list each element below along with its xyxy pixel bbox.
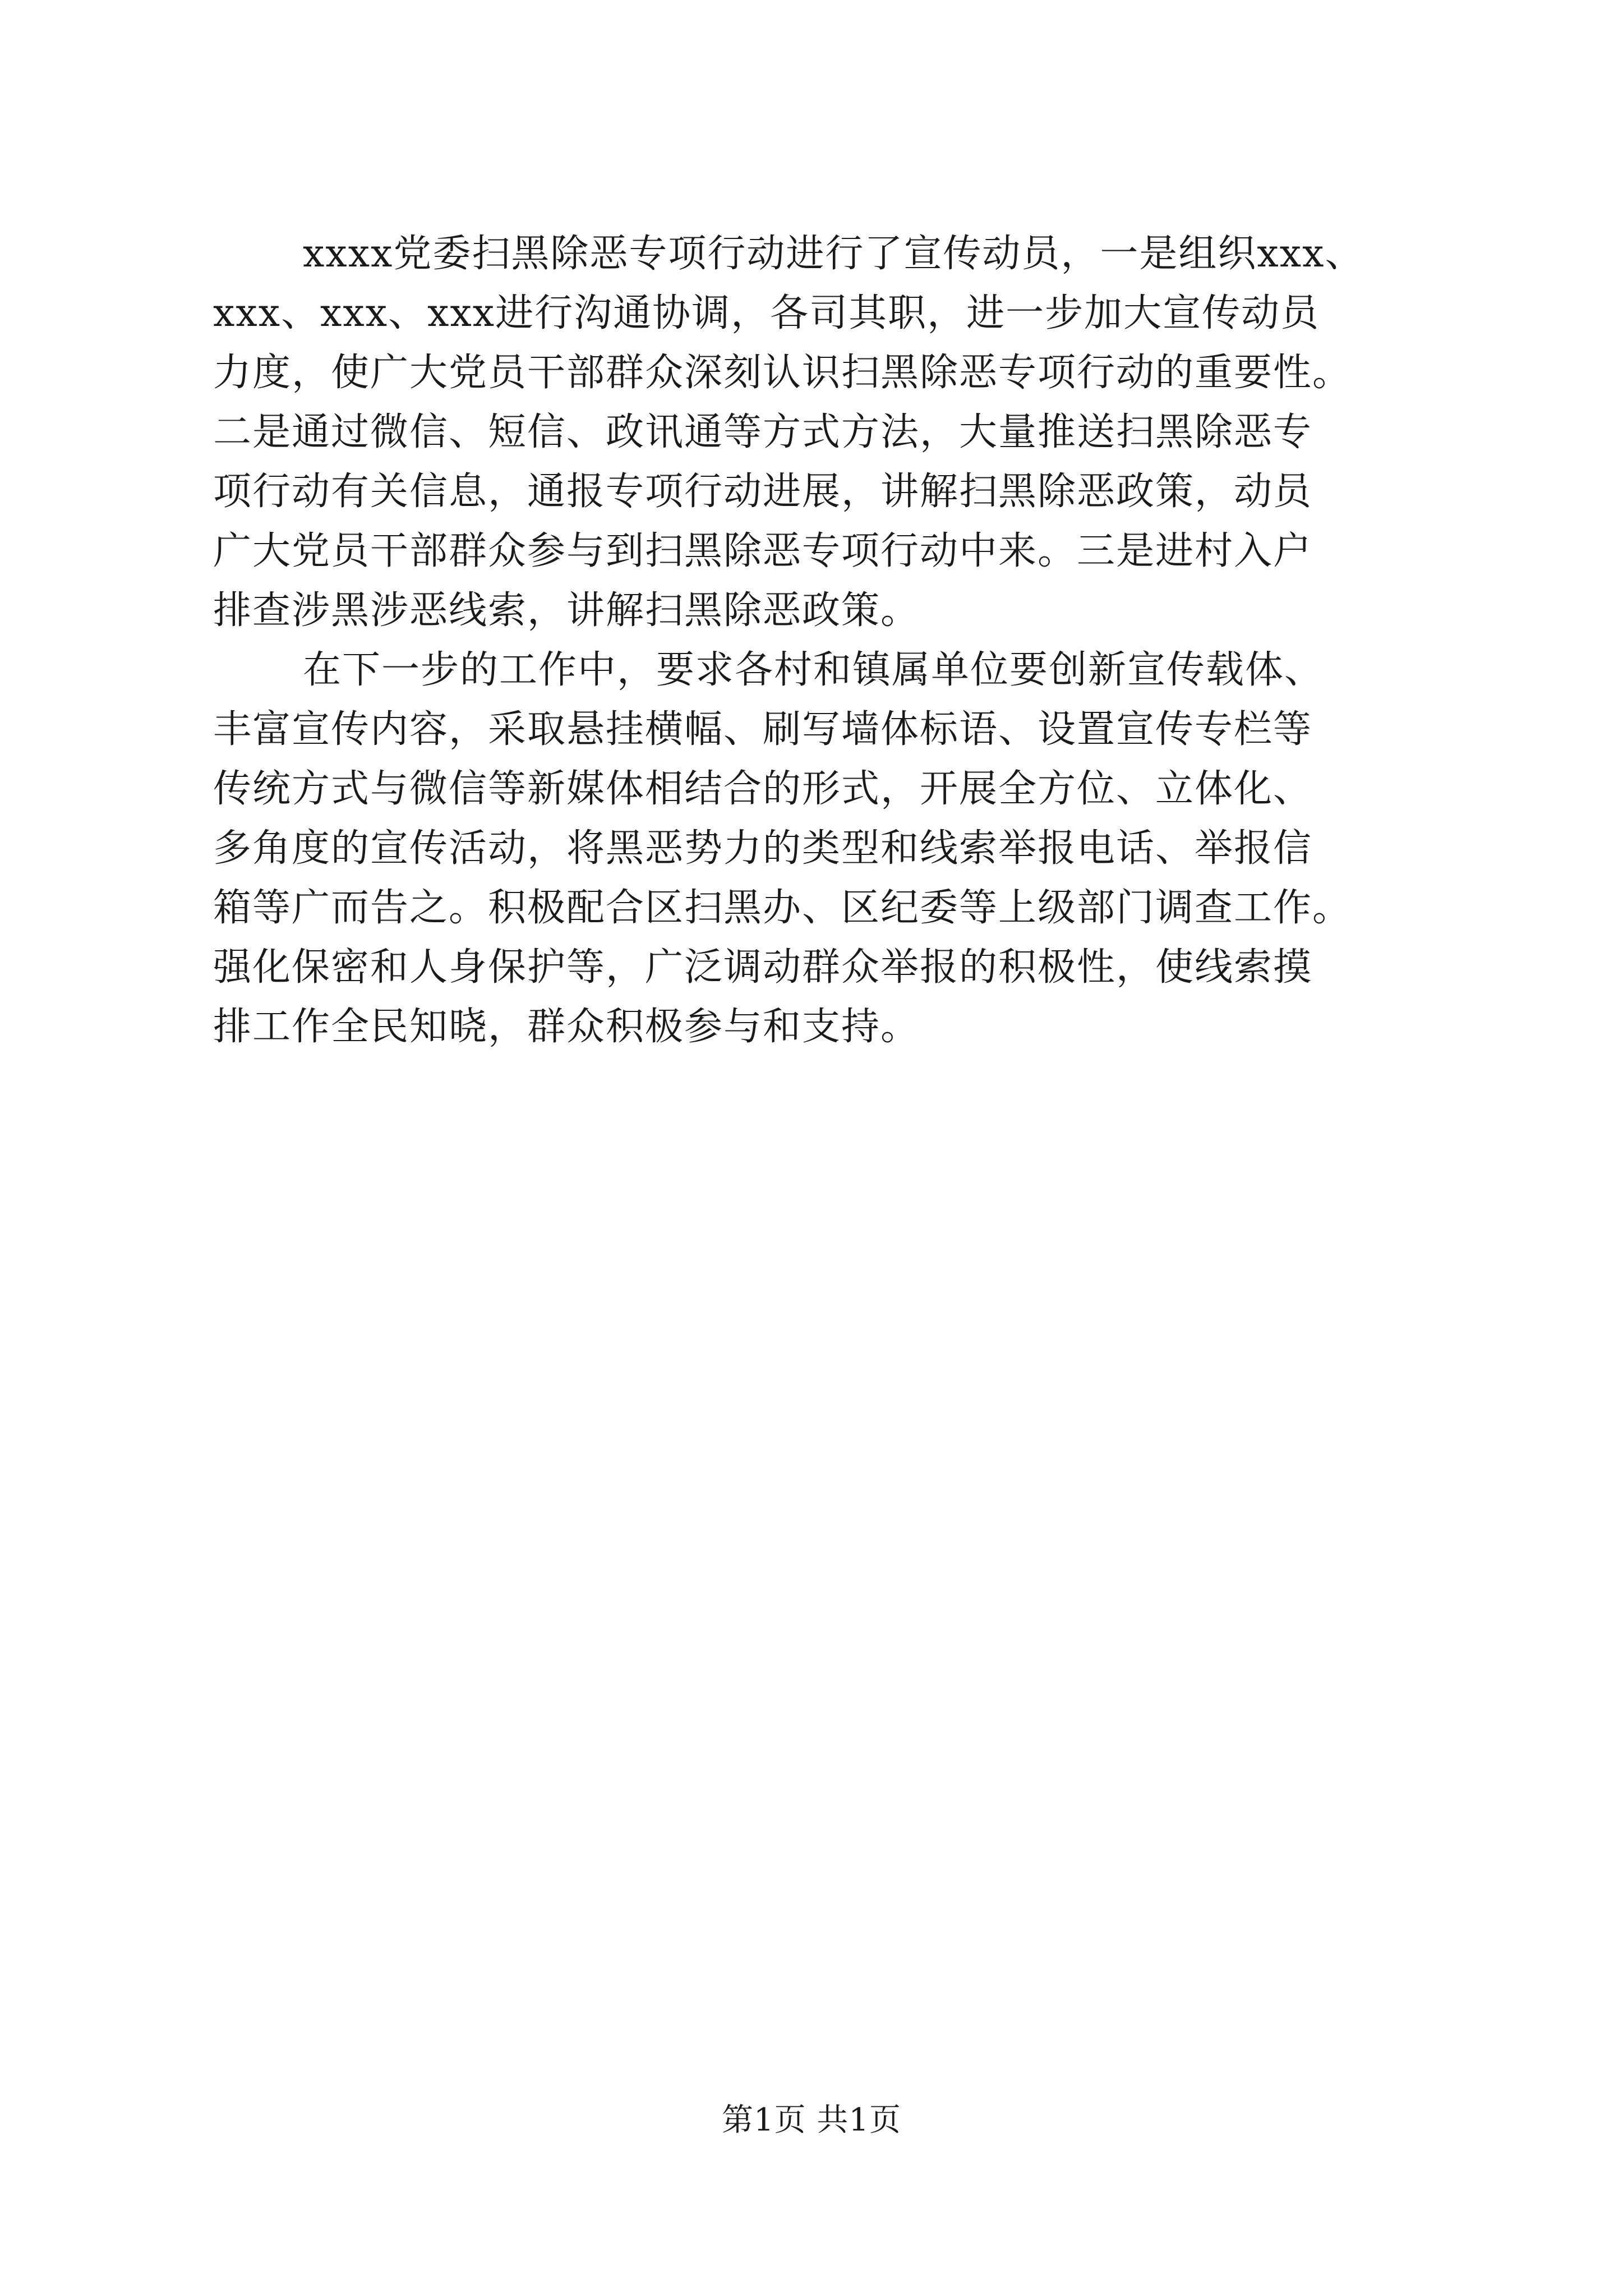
paragraph-line: 箱等广而告之。积极配合区扫黑办、区纪委等上级部门调查工作。 xyxy=(213,886,1352,930)
paragraph-line: 广大党员干部群众参与到扫黑除恶专项行动中来。三是进村入户 xyxy=(213,529,1313,573)
page-footer xyxy=(0,2101,1623,2140)
paragraph-line: 多角度的宣传活动，将黑恶势力的类型和线索举报电话、举报信 xyxy=(213,826,1313,871)
paragraph-line: 在下一步的工作中，要求各村和镇属单位要创新宣传载体、 xyxy=(303,648,1324,692)
paragraph-line: 二是通过微信、短信、政讯通等方式方法，大量推送扫黑除恶专 xyxy=(213,410,1313,454)
paragraph-line: xxx、xxx、xxx进行沟通协调，各司其职，进一步加大宣传动员 xyxy=(213,291,1320,335)
document-body xyxy=(213,224,1458,1057)
paragraph-line: 传统方式与微信等新媒体相结合的形式，开展全方位、立体化、 xyxy=(213,767,1313,811)
paragraph-line: 强化保密和人身保护等，广泛调动群众举报的积极性，使线索摸 xyxy=(213,945,1313,990)
paragraph-line: xxxx党委扫黑除恶专项行动进行了宣传动员，一是组织xxx、 xyxy=(303,232,1364,276)
paragraph-line: 排工作全民知晓，群众积极参与和支持。 xyxy=(213,1005,920,1049)
page-number-text: 第1页 共1页 xyxy=(721,2102,902,2138)
paragraph-1 xyxy=(213,224,1458,641)
paragraph-line: 丰富宣传内容，采取悬挂横幅、刷写墙体标语、设置宣传专栏等 xyxy=(213,707,1313,752)
paragraph-line: 排查涉黑涉恶线索，讲解扫黑除恶政策。 xyxy=(213,588,920,633)
paragraph-line: 项行动有关信息，通报专项行动进展，讲解扫黑除恶政策，动员 xyxy=(213,470,1313,514)
paragraph-line: 力度，使广大党员干部群众深刻认识扫黑除恶专项行动的重要性。 xyxy=(213,351,1352,395)
paragraph-2 xyxy=(213,641,1458,1057)
